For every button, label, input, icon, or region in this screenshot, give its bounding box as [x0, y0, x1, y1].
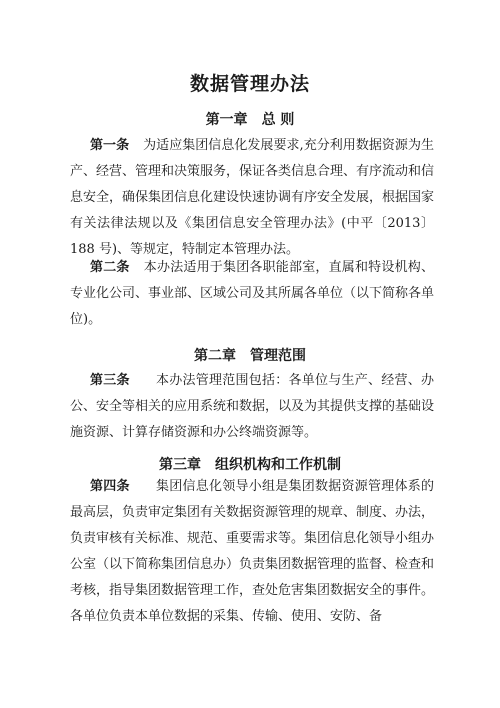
chapter-name: 总 则: [261, 112, 295, 128]
chapter-heading-2: [0, 346, 500, 366]
chapter-number: 第二章: [194, 348, 236, 364]
chapter-name: 管理范围: [250, 348, 306, 364]
article-label: 第一条: [90, 138, 130, 153]
chapter-name: 组织机构和工作机制: [215, 457, 341, 473]
article-label: 第三条: [90, 373, 130, 388]
article-label: 第四条: [90, 479, 130, 494]
article-label: 第二条: [90, 260, 130, 275]
article-text: 集团信息化领导小组是集团数据资源管理体系的最高层，负责审定集团有关数据资源管理的规章、制度、办法，负责审核有关标准、规范、重要需求等。集团信息化领导小组办公室（以下简称集团信息办）负责集团数据管理的监督、检查和考核，指导集团数据管理工作，查处危害集团数据安全的事件。各单位负责本单位数据的采集、传输、使用、安防、备: [70, 479, 435, 624]
article-text: 本办法管理范围包括：各单位与生产、经营、办公、安全等相关的应用系统和数据，以及为其提供支撑的基础设施资源、计算存储资源和办公终端资源等。: [70, 373, 435, 440]
article-text: 本办法适用于集团各职能部室，直属和特设机构、专业化公司、事业部、区域公司及其所属各单位（以下简称各单位)。: [70, 260, 435, 327]
chapter-heading-3: [0, 455, 500, 475]
chapter-heading-1: [0, 110, 500, 130]
article-paragraph-1: [70, 133, 434, 263]
article-paragraph-4: [70, 474, 434, 630]
document-title: 数据管理办法: [189, 73, 310, 95]
chapter-number: 第一章: [205, 112, 248, 128]
article-text: 为适应集团信息化发展要求,充分利用数据资源为生产、经营、管理和决策服务，保证各类信息合理、有序流动和信息安全，确保集团信息化建设快速协调有序安全发展，根据国家有关法律法规以及《集团信息安全管理办法》(中平〔2013〕188 号)、等规定，特制定本管理办法。: [70, 138, 435, 257]
chapter-number: 第三章: [159, 457, 201, 473]
article-paragraph-3: [70, 368, 434, 446]
article-paragraph-2: [70, 255, 434, 333]
